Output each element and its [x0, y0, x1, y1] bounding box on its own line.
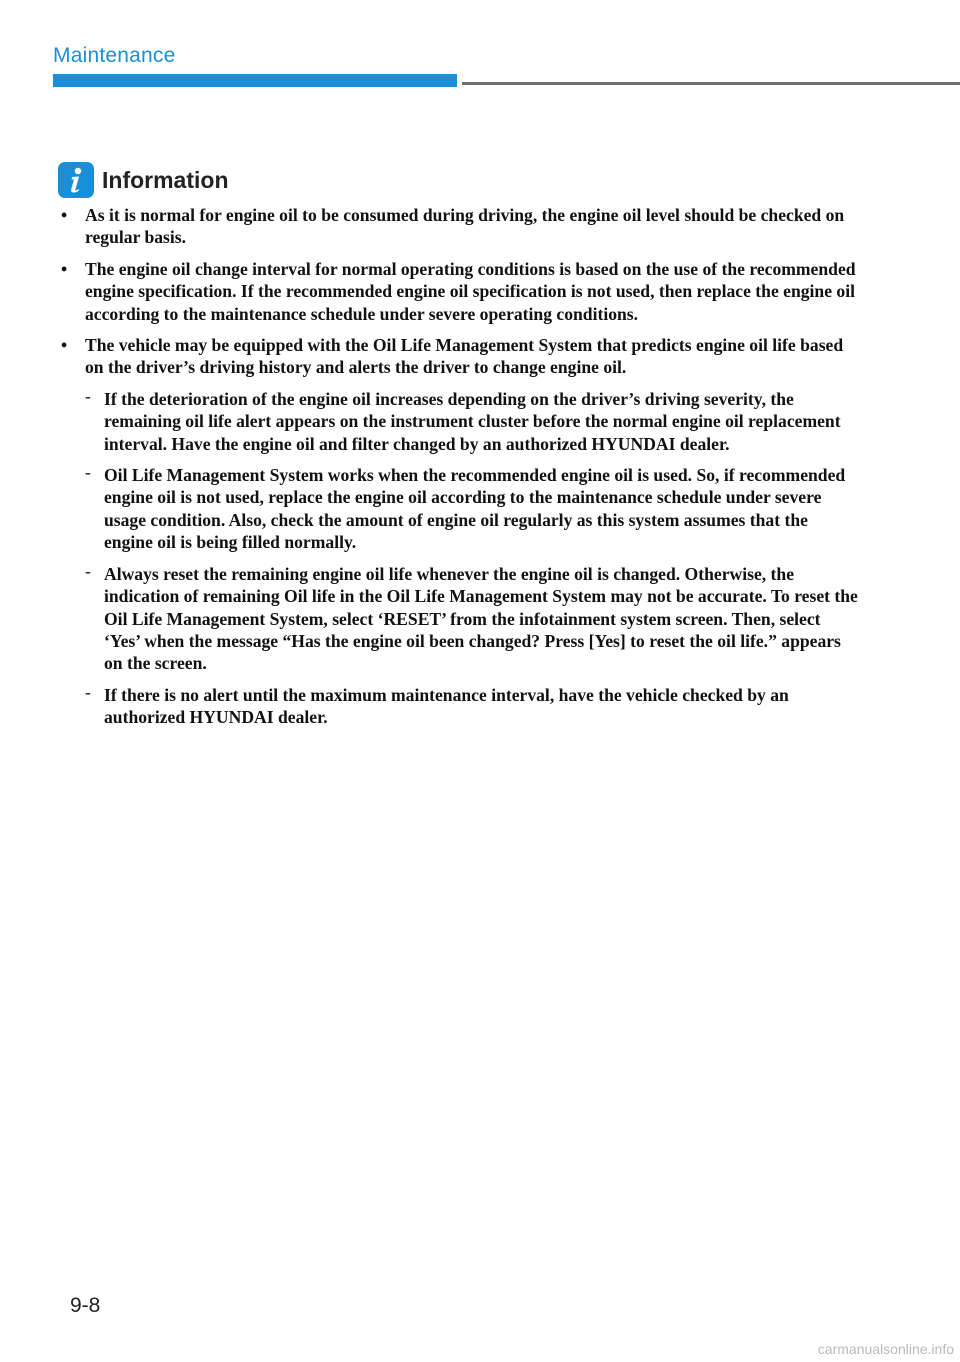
sub-item — [58, 681, 858, 729]
info-icon — [58, 162, 94, 198]
dash-mark: - — [85, 560, 91, 581]
bullet-mark: • — [61, 258, 68, 279]
bullet-item — [58, 258, 858, 325]
header-accent-bar — [53, 74, 457, 87]
information-title: Information — [102, 166, 229, 193]
bullet-mark: • — [61, 335, 68, 356]
information-content — [58, 204, 858, 738]
sub-item — [58, 385, 858, 455]
watermark: carmanualsonline.info — [817, 1341, 954, 1357]
bullet-text: The vehicle may be equipped with the Oil Life Management System that predicts engine oil life based on the driver’s driving history and alerts the driver to change engine oil. — [85, 335, 844, 378]
bullet-text: The engine oil change interval for normal operating conditions is based on the use of the recommended engine specification. If the recommended engine oil specification is not used, then replace the engine oil according to the maintenance schedule under severe operating conditions. — [85, 258, 856, 324]
sub-item-text: If the deterioration of the engine oil increases depending on the driver’s driving severity, the remaining oil life alert appears on the instrument cluster before the normal engine oil replacement interval. Have the engine oil and filter changed by an authorized HYUNDAI dealer. — [104, 388, 841, 454]
information-heading — [58, 160, 229, 200]
bullet-item — [58, 204, 858, 249]
sub-item-text: Oil Life Management System works when the recommended engine oil is used. So, if recommended engine oil is not used, replace the engine oil according to the maintenance schedule under severe usage condition. Also, check the amount of engine oil regularly as this system assumes that the engine oil is being filled normally. — [104, 465, 846, 553]
header-rule — [462, 82, 960, 85]
bullet-text: As it is normal for engine oil to be consumed during driving, the engine oil level should be checked on regular basis. — [85, 205, 845, 248]
sub-list — [58, 385, 858, 729]
sub-item-text: If there is no alert until the maximum maintenance interval, have the vehicle checked by an authorized HYUNDAI dealer. — [104, 684, 789, 728]
dash-mark: - — [85, 385, 91, 406]
sub-item — [58, 464, 858, 554]
dash-mark: - — [85, 462, 91, 483]
page-number: 9-8 — [70, 1294, 101, 1317]
section-title: Maintenance — [53, 44, 176, 67]
bullet-mark: • — [61, 205, 68, 225]
bullet-item — [58, 334, 858, 379]
sub-item — [58, 560, 858, 675]
dash-mark: - — [85, 681, 91, 702]
sub-item-text: Always reset the remaining engine oil life whenever the engine oil is changed. Otherwise, the indication of remaining Oil life in the Oil Life Management System may not be accurate. To reset the Oil Life Management System, select ‘RESET’ from the infotainment system screen. Then, select ‘Yes’ when the message “Has the engine oil been changed? Press [Yes] to reset the oil life.” appears on the screen. — [104, 563, 858, 674]
